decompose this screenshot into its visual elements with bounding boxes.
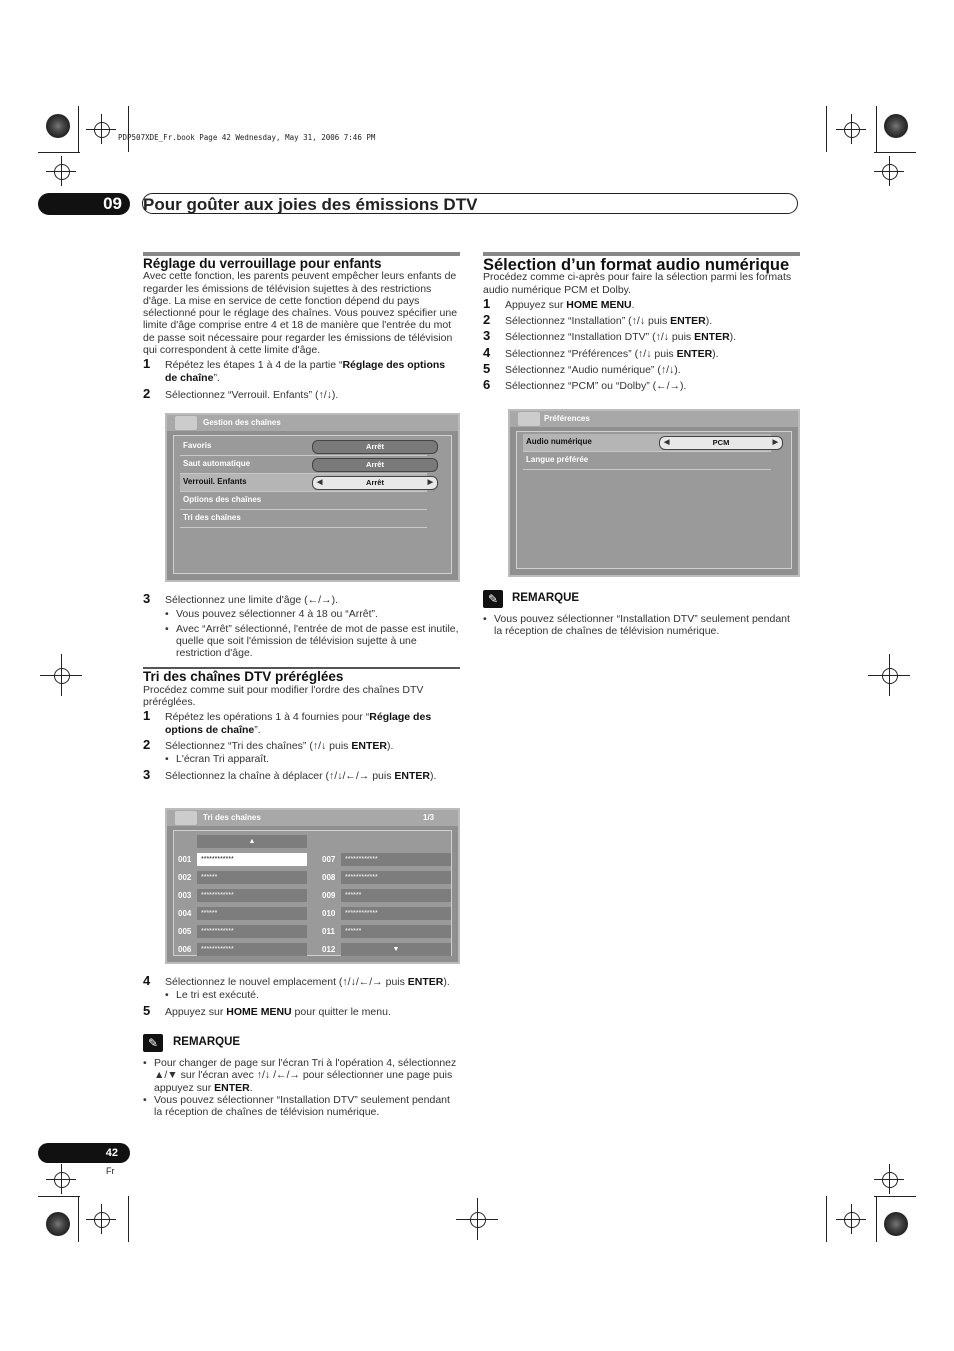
crosshair-icon bbox=[94, 122, 110, 138]
osd-title: Tri des chaînes bbox=[203, 813, 261, 822]
section-intro: Procédez comme ci-après pour faire la sélection parmi les formats audio numérique PCM et Dolby. bbox=[483, 271, 792, 296]
channel-number: 004 bbox=[178, 909, 192, 918]
menu-icon bbox=[175, 416, 197, 430]
osd-channel-sort bbox=[165, 808, 460, 964]
channel-row[interactable]: ************ bbox=[341, 907, 451, 920]
bullet: • L'écran Tri apparaît. bbox=[165, 753, 460, 765]
step: 1 Appuyez sur HOME MENU. bbox=[483, 295, 635, 311]
step: 2 Sélectionnez “Tri des chaînes” (↑/↓ puis ENTER). bbox=[143, 736, 394, 752]
channel-number: 003 bbox=[178, 891, 192, 900]
bullet: • Vous pouvez sélectionner “Installation DTV” seulement pendant la réception de chaînes de télévision numérique. bbox=[143, 1094, 460, 1119]
right-column bbox=[483, 252, 800, 393]
step: 5 Sélectionnez “Audio numérique” (↑/↓). bbox=[483, 361, 681, 377]
crosshair-icon bbox=[54, 164, 70, 180]
channel-number: 001 bbox=[178, 855, 192, 864]
section-title: Tri des chaînes DTV préréglées bbox=[143, 669, 344, 685]
menu-icon bbox=[518, 412, 540, 426]
section-title: Réglage du verrouillage pour enfants bbox=[143, 256, 382, 271]
channel-row[interactable]: ****** bbox=[341, 925, 451, 938]
channel-number: 008 bbox=[322, 873, 336, 882]
chapter-title: Pour goûter aux joies des émissions DTV bbox=[142, 193, 798, 214]
page-up-button[interactable]: ▲ bbox=[197, 835, 307, 848]
menu-row[interactable]: Favoris Arrêt bbox=[180, 438, 427, 456]
channel-number: 009 bbox=[322, 891, 336, 900]
bullet: • Pour changer de page sur l'écran Tri à l'opération 4, sélectionnez ▲/▼ sur l'écran avec ↑/↓ /←/→ pour sélectionner une page puis appuyez sur ENTER. bbox=[143, 1057, 460, 1094]
right-arrow-icon: ▶ bbox=[427, 479, 433, 486]
channel-row[interactable]: ****** bbox=[197, 871, 307, 884]
steps-list bbox=[483, 295, 800, 393]
bullet: • Vous pouvez sélectionner “Installation DTV” seulement pendant la réception de chaînes de télévision numérique. bbox=[483, 613, 800, 638]
section-title: Sélection d’un format audio numérique bbox=[483, 256, 790, 274]
menu-icon bbox=[175, 811, 197, 825]
step: 5 Appuyez sur HOME MENU pour quitter le menu. bbox=[143, 1002, 391, 1018]
step: 3 Sélectionnez la chaîne à déplacer (↑/↓/←/→ puis ENTER). bbox=[143, 766, 437, 782]
channel-number: 011 bbox=[322, 927, 335, 936]
crosshair-icon bbox=[844, 122, 860, 138]
channel-number: 006 bbox=[178, 945, 192, 954]
channel-number: 007 bbox=[322, 855, 336, 864]
section-intro: Avec cette fonction, les parents peuvent empêcher leurs enfants de regarder les émissions de télévision sujettes à des restrictions d'âge. La mise en service de cette fonction dépend du pays sélectionné pour le réglage des chaînes. Vous pouvez spécifier une limite d'âge comprise entre 4 et 18 de manière que l'entrée du mot de passe soit nécessaire pour regarder les émissions de télévision qui correspondent à cette limite d'âge. bbox=[143, 270, 458, 357]
crosshair-icon bbox=[882, 1172, 898, 1188]
section-intro: Procédez comme suit pour modifier l'ordre des chaînes DTV préréglées. bbox=[143, 683, 424, 709]
step: 4 Sélectionnez le nouvel emplacement (↑/↓/←/→ puis ENTER). bbox=[143, 973, 450, 988]
channel-number: 012 bbox=[322, 945, 336, 954]
note-icon: ✎ bbox=[483, 590, 503, 608]
right-note bbox=[483, 613, 800, 638]
channel-row[interactable]: ************ bbox=[197, 925, 307, 938]
channel-row[interactable]: ************ bbox=[341, 871, 451, 884]
crosshair-icon bbox=[94, 1212, 110, 1228]
menu-row-selected[interactable]: Audio numérique ◀ PCM ▶ bbox=[523, 434, 771, 452]
crosshair-icon bbox=[844, 1212, 860, 1228]
channel-number: 005 bbox=[178, 927, 192, 936]
channel-number: 010 bbox=[322, 909, 336, 918]
menu-row[interactable]: Tri des chaînes bbox=[180, 510, 427, 528]
left-column-2 bbox=[143, 591, 460, 782]
step: 2 Sélectionnez “Installation” (↑/↓ puis ENTER). bbox=[483, 312, 713, 328]
bullet: • Avec “Arrêt” sélectionné, l'entrée de mot de passe est inutile, quelle que soit l'émission de télévision sujette à une restriction d'âge. bbox=[165, 623, 460, 660]
crop-dial-icon bbox=[46, 114, 70, 138]
right-arrow-icon: ▶ bbox=[772, 439, 778, 446]
crosshair-icon bbox=[54, 668, 70, 684]
note-title: REMARQUE bbox=[512, 592, 580, 604]
channel-row[interactable]: ************ bbox=[197, 943, 307, 956]
channel-number: 002 bbox=[178, 873, 192, 882]
bullet: • Vous pouvez sélectionner 4 à 18 ou “Arrêt”. bbox=[165, 608, 460, 620]
channel-row[interactable]: ****** bbox=[341, 889, 451, 902]
page-number: 42 bbox=[38, 1143, 130, 1163]
step: 3 Sélectionnez une limite d'âge (←/→). bbox=[143, 591, 339, 606]
crosshair-icon bbox=[882, 668, 898, 684]
step: 2 Sélectionnez “Verrouil. Enfants” (↑/↓). bbox=[143, 385, 339, 401]
crop-dial-icon bbox=[884, 114, 908, 138]
step: 3 Sélectionnez “Installation DTV” (↑/↓ puis ENTER). bbox=[483, 328, 737, 344]
left-column bbox=[143, 252, 460, 401]
print-header: PDP507XDE_Fr.book Page 42 Wednesday, May 31, 2006 7:46 PM bbox=[118, 133, 376, 142]
note-title: REMARQUE bbox=[173, 1036, 241, 1048]
osd-title: Gestion des chaînes bbox=[203, 418, 281, 427]
menu-row-selected[interactable]: Verrouil. Enfants ◀ Arrêt ▶ bbox=[180, 474, 427, 492]
osd-page: 1/3 bbox=[423, 813, 435, 822]
note-icon: ✎ bbox=[143, 1034, 163, 1052]
left-column-3 bbox=[143, 973, 460, 1018]
step: 4 Sélectionnez “Préférences” (↑/↓ puis ENTER). bbox=[483, 344, 719, 360]
step: 1 Répétez les opérations 1 à 4 fournies pour “Réglage des options de chaîne”. bbox=[143, 708, 432, 736]
menu-row[interactable]: Langue préférée bbox=[523, 452, 771, 470]
left-note bbox=[143, 1057, 460, 1118]
menu-row[interactable]: Options des chaînes bbox=[180, 492, 427, 510]
crosshair-icon bbox=[882, 164, 898, 180]
osd-title: Préférences bbox=[544, 414, 590, 423]
menu-row[interactable]: Saut automatique Arrêt bbox=[180, 456, 427, 474]
chapter-number: 09 bbox=[38, 193, 130, 215]
step: 1 Répétez les étapes 1 à 4 de la partie “Réglage des options de chaîne”. bbox=[143, 356, 446, 384]
crosshair-icon bbox=[470, 1212, 486, 1228]
channel-row[interactable]: ****** bbox=[197, 907, 307, 920]
channel-row[interactable]: ************ bbox=[197, 889, 307, 902]
channel-row[interactable]: ************ bbox=[341, 853, 451, 866]
crosshair-icon bbox=[54, 1172, 70, 1188]
crop-dial-icon bbox=[884, 1212, 908, 1236]
channel-row[interactable]: ************ bbox=[197, 853, 307, 866]
page-language: Fr bbox=[106, 1166, 115, 1176]
left-arrow-icon: ◀ bbox=[317, 479, 323, 486]
page-down-button[interactable]: ▼ bbox=[341, 943, 451, 956]
bullet: • Le tri est exécuté. bbox=[165, 989, 460, 1001]
step: 6 Sélectionnez “PCM” ou “Dolby” (←/→). bbox=[483, 377, 687, 393]
crop-dial-icon bbox=[46, 1212, 70, 1236]
left-arrow-icon: ◀ bbox=[664, 439, 670, 446]
osd-preferences bbox=[508, 409, 800, 577]
osd-channel-management bbox=[165, 413, 460, 582]
